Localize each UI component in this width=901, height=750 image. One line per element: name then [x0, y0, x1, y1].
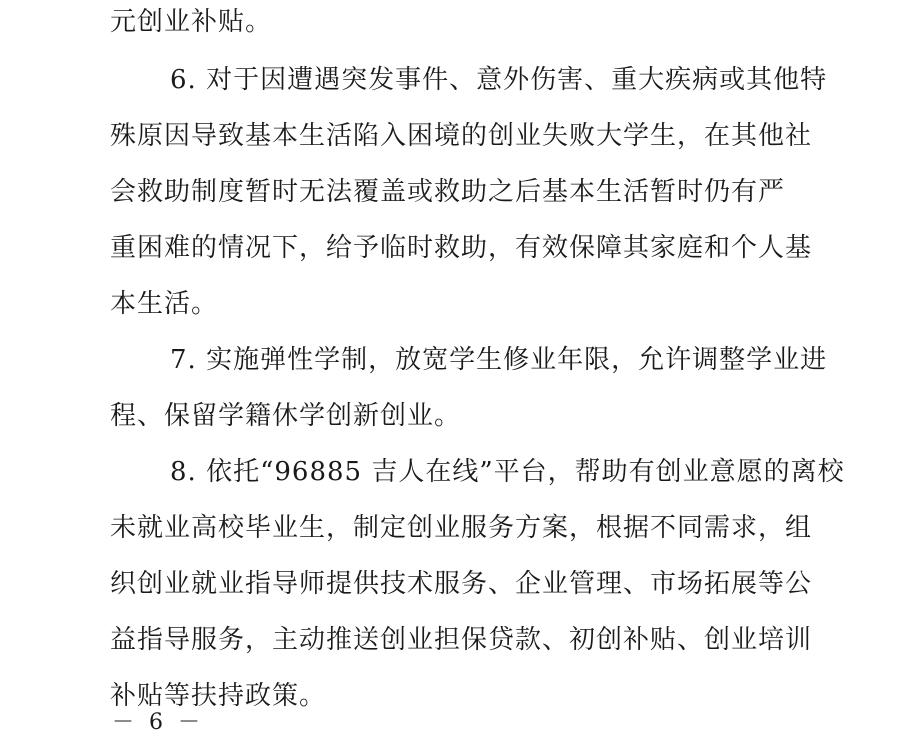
paragraph-line: 殊原因导致基本生活陷入困境的创业失败大学生，在其他社 — [110, 121, 813, 151]
paragraph-line: 益指导服务，主动推送创业担保贷款、初创补贴、创业培训 — [110, 625, 813, 655]
page-number: － 6 － — [112, 710, 204, 735]
paragraph-line: 程、保留学籍休学创新创业。 — [110, 401, 462, 431]
paragraph-line: 补贴等扶持政策。 — [110, 681, 327, 711]
paragraph-line: 重困难的情况下，给予临时救助，有效保障其家庭和个人基 — [110, 233, 813, 263]
paragraph-line: 8. 依托“96885 吉人在线”平台，帮助有创业意愿的离校 — [170, 457, 845, 487]
paragraph-line: 未就业高校毕业生，制定创业服务方案，根据不同需求，组 — [110, 513, 813, 543]
paragraph-line: 6. 对于因遭遇突发事件、意外伤害、重大疾病或其他特 — [170, 65, 828, 95]
paragraph-line: 7. 实施弹性学制，放宽学生修业年限，允许调整学业进 — [170, 345, 828, 375]
paragraph-line: 元创业补贴。 — [110, 7, 273, 37]
paragraph-line: 织创业就业指导师提供技术服务、企业管理、市场拓展等公 — [110, 569, 813, 599]
paragraph-line: 本生活。 — [110, 289, 219, 319]
paragraph-line: 会救助制度暂时无法覆盖或救助之后基本生活暂时仍有严 — [110, 177, 786, 207]
